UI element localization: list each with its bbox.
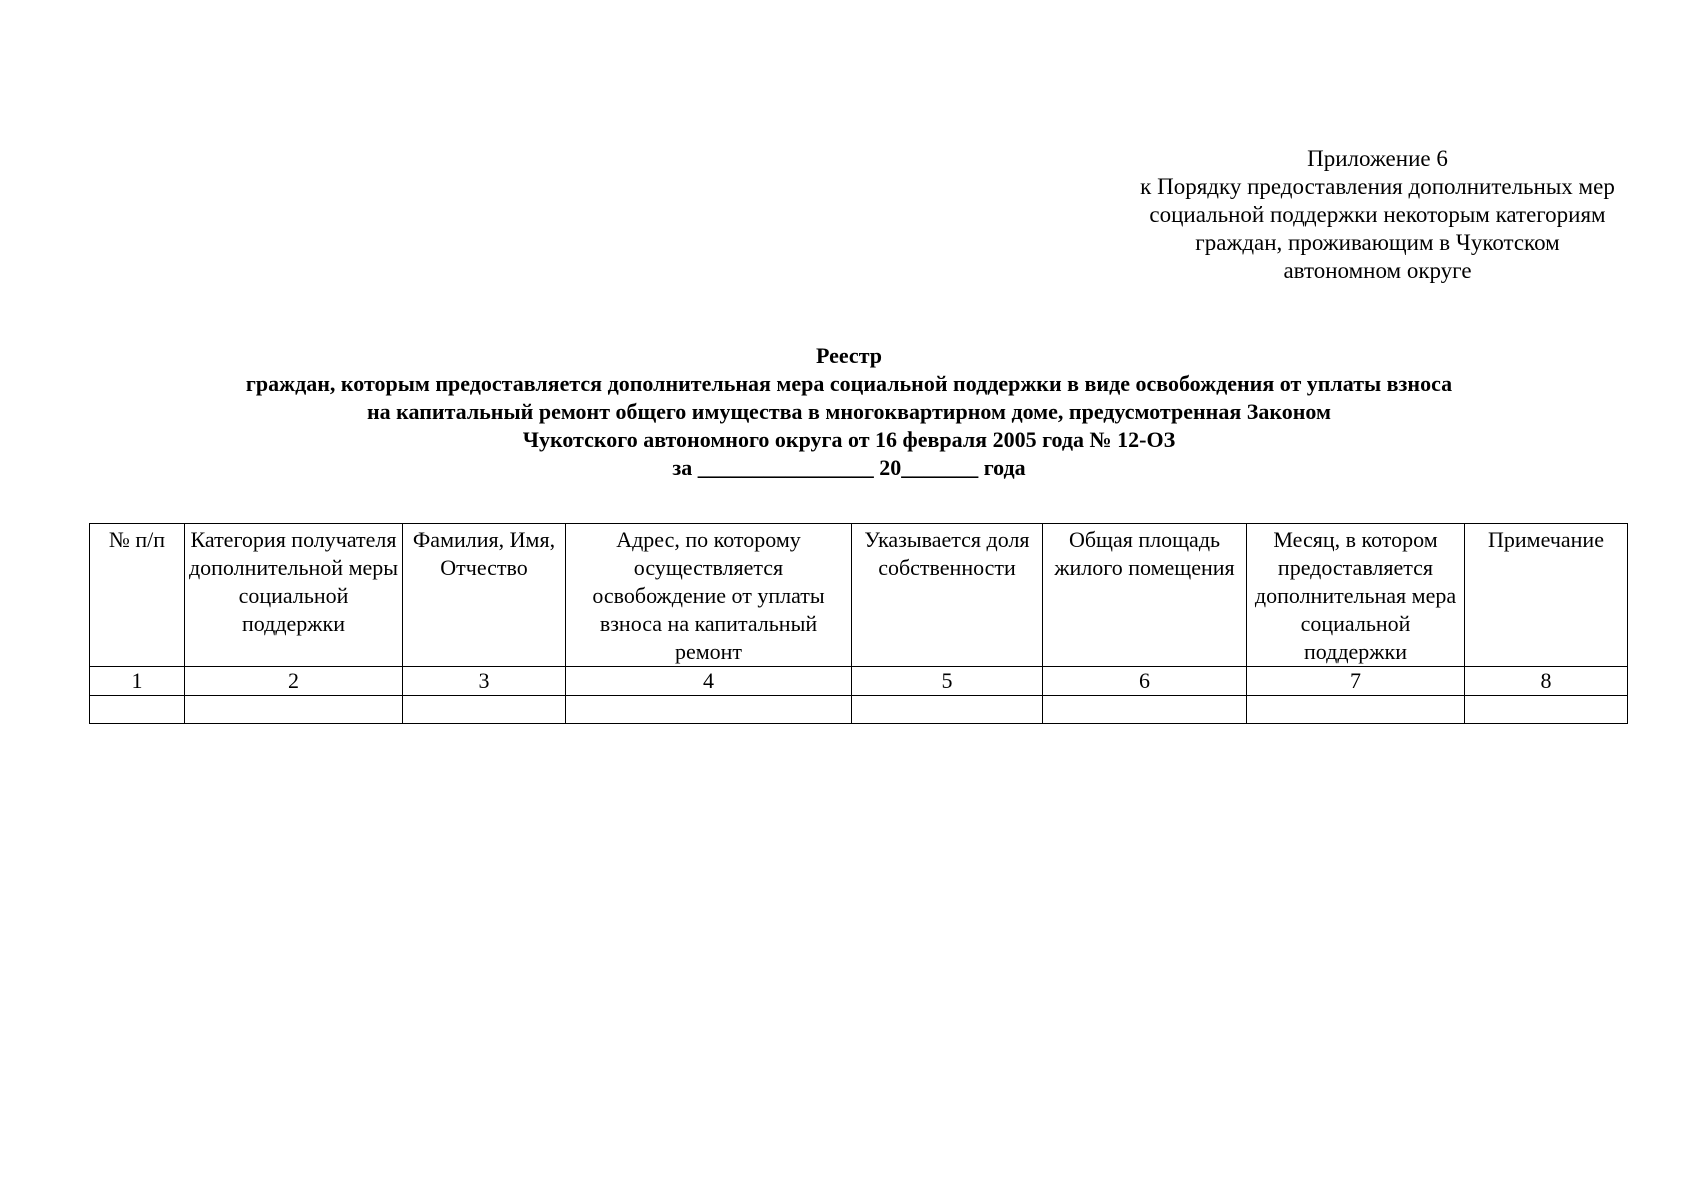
- appendix-line: граждан, проживающим в Чукотском: [1195, 230, 1560, 255]
- header-cell-address: Адрес, по которому осуществляется освобождение от уплаты взноса на капитальный ремонт: [566, 524, 852, 667]
- empty-cell: [403, 696, 566, 724]
- empty-cell: [1465, 696, 1628, 724]
- appendix-line: к Порядку предоставления дополнительных мер: [1140, 174, 1615, 199]
- title-line: Чукотского автономного округа от 16 февраля 2005 года № 12-ОЗ: [522, 427, 1176, 452]
- document-title: [0, 342, 1698, 482]
- header-cell-note: Примечание: [1465, 524, 1628, 667]
- column-number-row: [90, 667, 1628, 696]
- header-cell-category: Категория получателя дополнительной меры социальной поддержки: [185, 524, 403, 667]
- column-number-cell: 1: [90, 667, 185, 696]
- appendix-line: автономном округе: [1283, 258, 1472, 283]
- column-number-cell: 6: [1043, 667, 1247, 696]
- appendix-line: социальной поддержки некоторым категориям: [1149, 202, 1606, 227]
- appendix-line: Приложение 6: [1307, 146, 1448, 171]
- column-number-cell: 8: [1465, 667, 1628, 696]
- empty-cell: [1043, 696, 1247, 724]
- header-cell-total-area: Общая площадь жилого помещения: [1043, 524, 1247, 667]
- title-heading: Реестр: [815, 343, 883, 368]
- column-number-cell: 3: [403, 667, 566, 696]
- title-period-line: за ________________ 20_______ года: [672, 455, 1026, 480]
- empty-cell: [90, 696, 185, 724]
- column-number-cell: 2: [185, 667, 403, 696]
- header-row: [90, 524, 1628, 667]
- header-cell-number: № п/п: [90, 524, 185, 667]
- column-number-cell: 5: [852, 667, 1043, 696]
- empty-cell: [566, 696, 852, 724]
- empty-cell: [185, 696, 403, 724]
- appendix-note: [1085, 145, 1670, 285]
- empty-data-row: [90, 696, 1628, 724]
- title-line: граждан, которым предоставляется дополнительная мера социальной поддержки в виде освобождения от уплаты взноса: [245, 371, 1453, 396]
- header-cell-month: Месяц, в котором предоставляется дополнительная мера социальной поддержки: [1247, 524, 1465, 667]
- title-line: на капитальный ремонт общего имущества в многоквартирном доме, предусмотренная Законом: [366, 399, 1331, 424]
- header-cell-full-name: Фамилия, Имя, Отчество: [403, 524, 566, 667]
- header-cell-ownership-share: Указывается доля собственности: [852, 524, 1043, 667]
- empty-cell: [852, 696, 1043, 724]
- empty-cell: [1247, 696, 1465, 724]
- column-number-cell: 7: [1247, 667, 1465, 696]
- registry-table: [89, 523, 1628, 724]
- column-number-cell: 4: [566, 667, 852, 696]
